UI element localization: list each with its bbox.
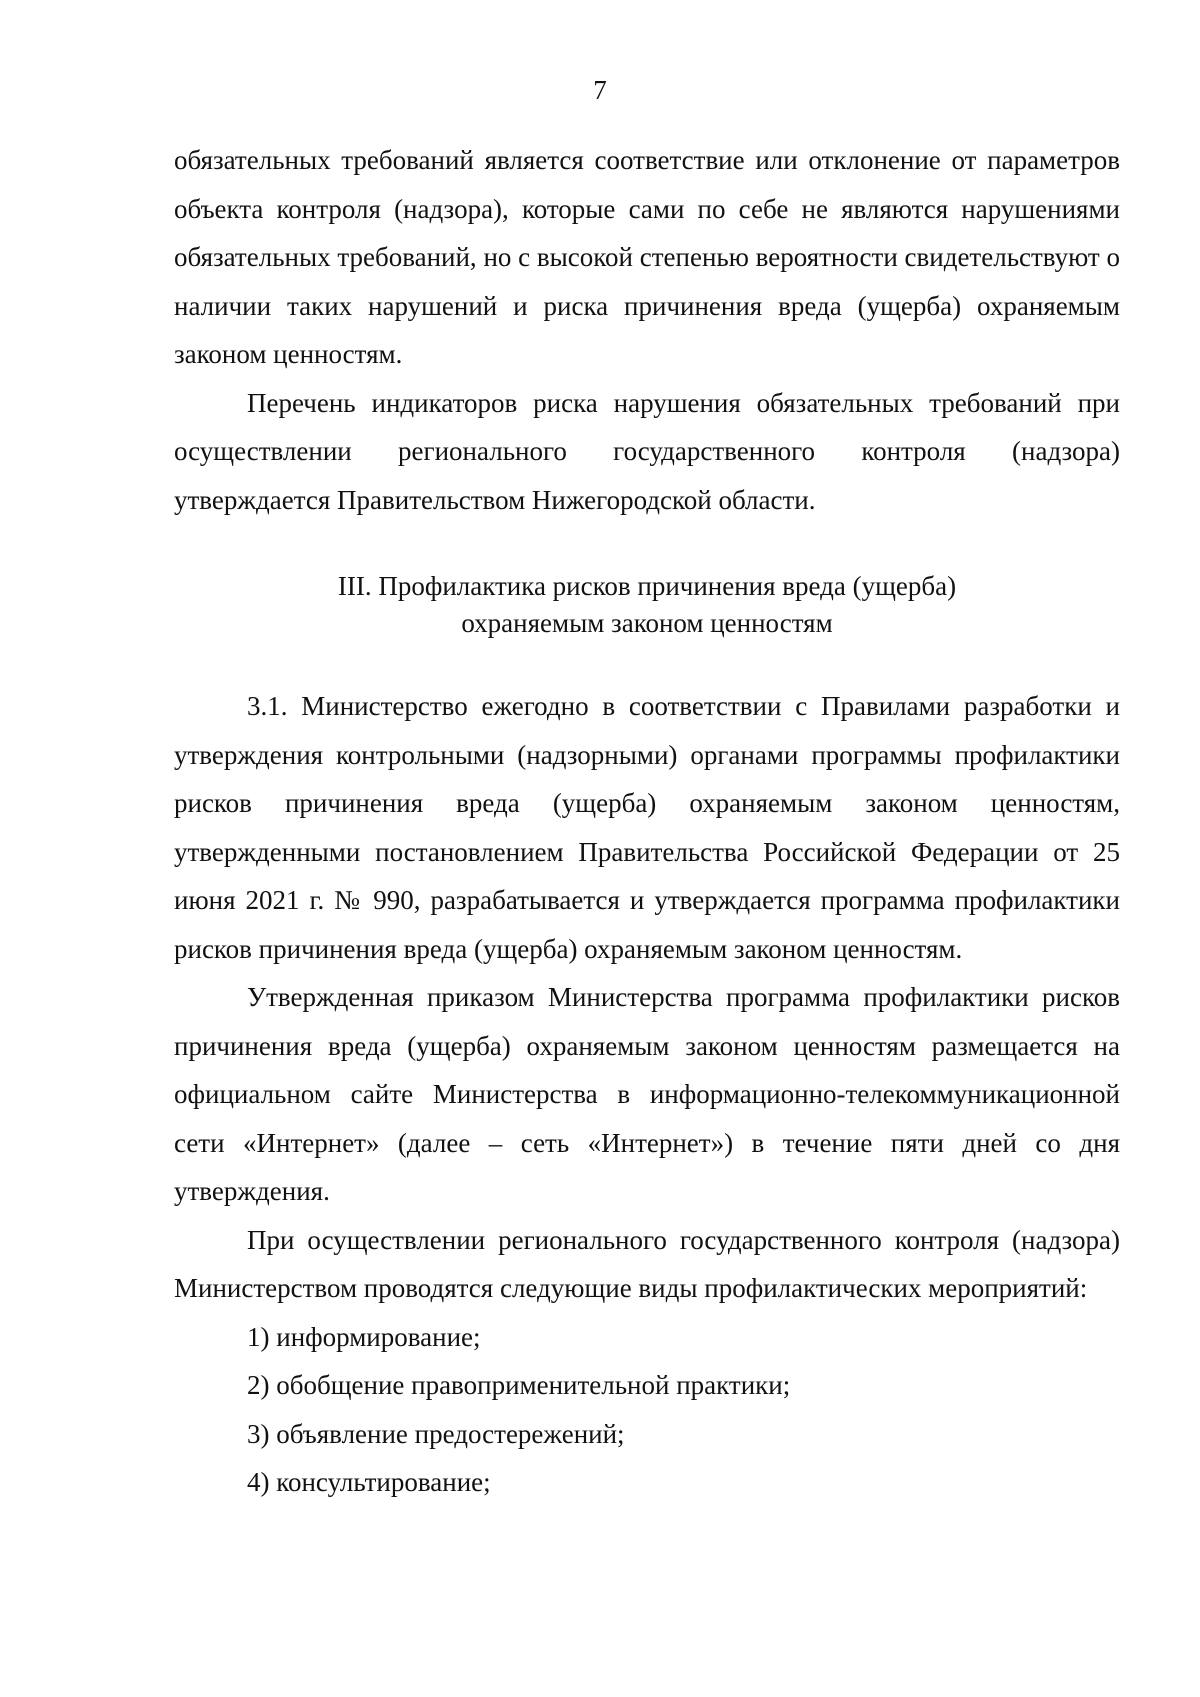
list-item: 2) обобщение правоприменительной практики; <box>247 1370 791 1400</box>
page-number: 7 <box>593 75 607 105</box>
section-heading-line-1: III. Профилактика рисков причинения вреда (ущерба) <box>337 571 957 601</box>
list-item: 1) информирование; <box>247 1321 481 1352</box>
paragraph-program-publication: Утвержденная приказом Министерства программа профилактики рисков причинения вреда (ущерба) охраняемым законом ценностям размещается на официальном сайте Министерства в информационно-телекоммуникационной сети «Интернет» (далее – сеть «Интернет») в течение пяти дней со дня утверждения. <box>174 982 1120 1206</box>
paragraph-3-1: 3.1. Министерство ежегодно в соответствии с Правилами разработки и утверждения контрольными (надзорными) органами программы профилактики рисков причинения вреда (ущерба) охраняемым законом ценностям, утвержденными постановлением Правительства Российской Федерации от 25 июня 2021 г. № 990, разрабатывается и утверждается программа профилактики рисков причинения вреда (ущерба) охраняемым законом ценностям. <box>174 691 1120 964</box>
document-body <box>174 136 1120 1507</box>
list-item: 3) объявление предостережений; <box>247 1418 625 1449</box>
paragraph-continuation: обязательных требований является соответствие или отклонение от параметров объекта контроля (надзора), которые сами по себе не являются нарушениями обязательных требований, но с высокой степенью вероятности свидетельствуют о наличии таких нарушений и риска причинения вреда (ущерба) охраняемым законом ценностям. <box>174 145 1120 369</box>
list-item: 4) консультирование; <box>247 1467 491 1497</box>
paragraph-prevention-types: При осуществлении регионального государственного контроля (надзора) Министерством проводятся следующие виды профилактических мероприятий: <box>174 1224 1120 1303</box>
section-heading <box>174 568 1120 642</box>
paragraph-risk-indicators: Перечень индикаторов риска нарушения обязательных требований при осуществлении регионального государственного контроля (надзора) утверждается Правительством Нижегородской области. <box>174 387 1120 515</box>
section-heading-line-2: охраняемым законом ценностям <box>461 608 833 638</box>
